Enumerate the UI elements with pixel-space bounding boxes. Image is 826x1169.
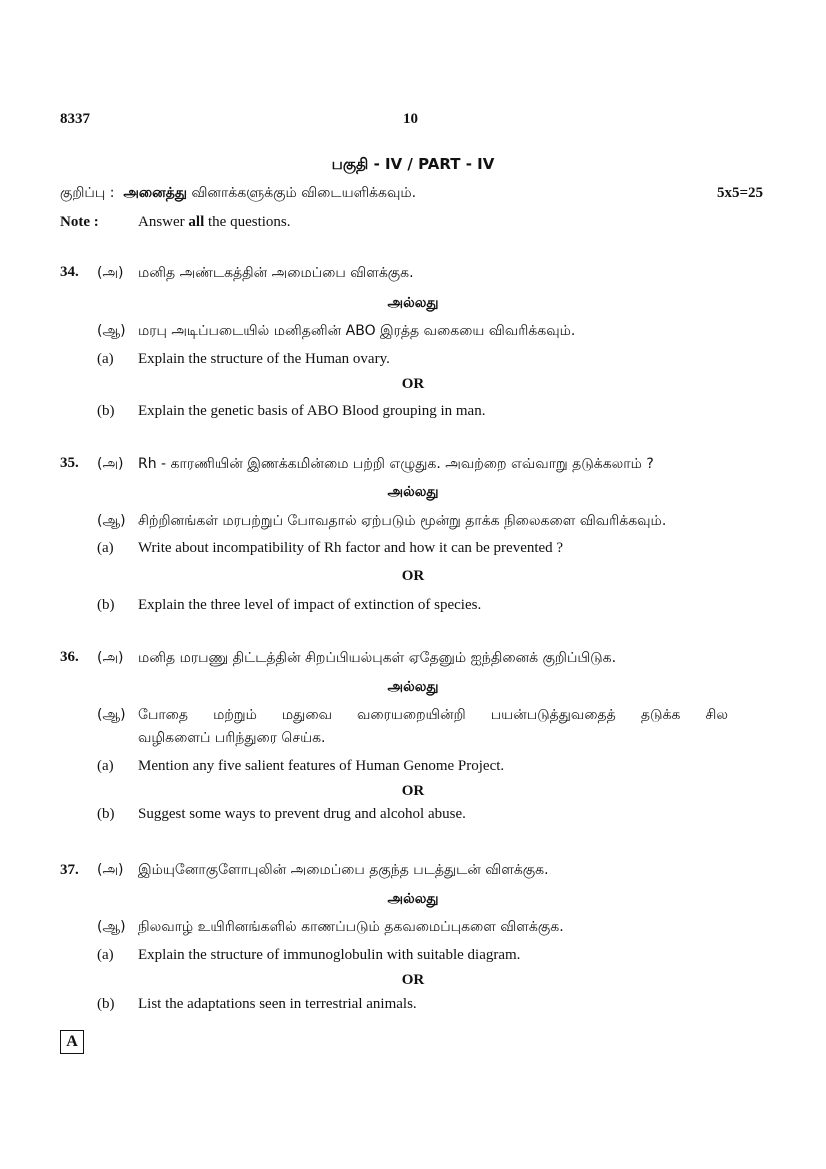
option-label: (ஆ) (97, 513, 126, 529)
option-label: (a) (97, 758, 114, 774)
option-label: (a) (97, 947, 114, 963)
option-label: (b) (97, 403, 115, 419)
or-tamil: அல்லது (387, 484, 439, 500)
option-label: (b) (97, 806, 115, 822)
question-text-tamil: மரபு அடிப்படையில் மனிதனின் ABO இரத்த வகையை விவரிக்கவும். (138, 323, 576, 339)
question-text-english: Explain the genetic basis of ABO Blood grouping in man. (138, 403, 486, 419)
note-english-label: Note : (60, 214, 99, 230)
question-text-tamil-continued: வழிகளைப் பரிந்துரை செய்க. (138, 730, 326, 746)
question-text-tamil: மனித மரபணு திட்டத்தின் சிறப்பியல்புகள் ஏதேனும் ஐந்தினைக் குறிப்பிடுக. (138, 650, 617, 666)
or-english: OR (401, 972, 425, 988)
note-english: Answer all the questions. (138, 214, 291, 230)
paper-code: 8337 (60, 111, 90, 127)
option-label: (a) (97, 540, 114, 556)
question-text-tamil: சிற்றினங்கள் மரபற்றுப் போவதால் ஏற்படும் மூன்று தாக்க நிலைகளை விவரிக்கவும். (138, 513, 667, 529)
question-text-english: Explain the structure of immunoglobulin with suitable diagram. (138, 947, 521, 963)
page-number: 10 (403, 111, 418, 127)
option-label: (ஆ) (97, 919, 126, 935)
question-text-tamil: Rh - காரணியின் இணக்கமின்மை பற்றி எழுதுக. அவற்றை எவ்வாறு தடுக்கலாம் ? (138, 456, 654, 472)
option-label: (ஆ) (97, 707, 126, 723)
question-text-english: Mention any five salient features of Human Genome Project. (138, 758, 505, 774)
question-text-english: List the adaptations seen in terrestrial animals. (138, 996, 417, 1012)
note-tamil-text: வினாக்களுக்கும் விடையளிக்கவும். (191, 185, 417, 201)
question-text-tamil: மனித அண்டகத்தின் அமைப்பை விளக்குக. (138, 265, 414, 281)
option-label: (அ) (97, 650, 124, 666)
option-label: (ஆ) (97, 323, 126, 339)
question-number: 36. (60, 649, 79, 665)
option-label: (அ) (97, 862, 124, 878)
option-label: (b) (97, 996, 115, 1012)
or-tamil: அல்லது (387, 891, 439, 907)
note-tamil (60, 185, 416, 203)
question-number: 34. (60, 264, 79, 280)
option-label: (அ) (97, 456, 124, 472)
or-english: OR (401, 568, 425, 584)
marks: 5x5=25 (717, 185, 764, 201)
question-number: 37. (60, 862, 79, 878)
question-text-tamil: நிலவாழ் உயிரினங்களில் காணப்படும் தகவமைப்புகளை விளக்குக. (138, 919, 564, 935)
booklet-series-box: A (60, 1030, 84, 1054)
note-tamil-bold: அனைத்து (123, 185, 187, 201)
question-text-english: Explain the three level of impact of extinction of species. (138, 597, 482, 613)
question-number: 35. (60, 455, 79, 471)
question-text-tamil: இம்யுனோகுளோபுலின் அமைப்பை தகுந்த படத்துடன் விளக்குக. (138, 862, 549, 878)
question-text-english: Explain the structure of the Human ovary. (138, 351, 390, 367)
or-english: OR (401, 376, 425, 392)
or-english: OR (401, 783, 425, 799)
option-label: (அ) (97, 265, 124, 281)
question-text-english: Suggest some ways to prevent drug and alcohol abuse. (138, 806, 466, 822)
or-tamil: அல்லது (387, 679, 439, 695)
or-tamil: அல்லது (387, 295, 439, 311)
option-label: (a) (97, 351, 114, 367)
note-tamil-label: குறிப்பு : (60, 185, 115, 201)
section-title: பகுதி - IV / PART - IV (331, 155, 495, 173)
question-text-english: Write about incompatibility of Rh factor and how it can be prevented ? (138, 540, 564, 556)
option-label: (b) (97, 597, 115, 613)
question-text-tamil: போதை மற்றும் மதுவை வரையறையின்றி பயன்படுத்துவதைத் தடுக்க சில (138, 707, 728, 723)
